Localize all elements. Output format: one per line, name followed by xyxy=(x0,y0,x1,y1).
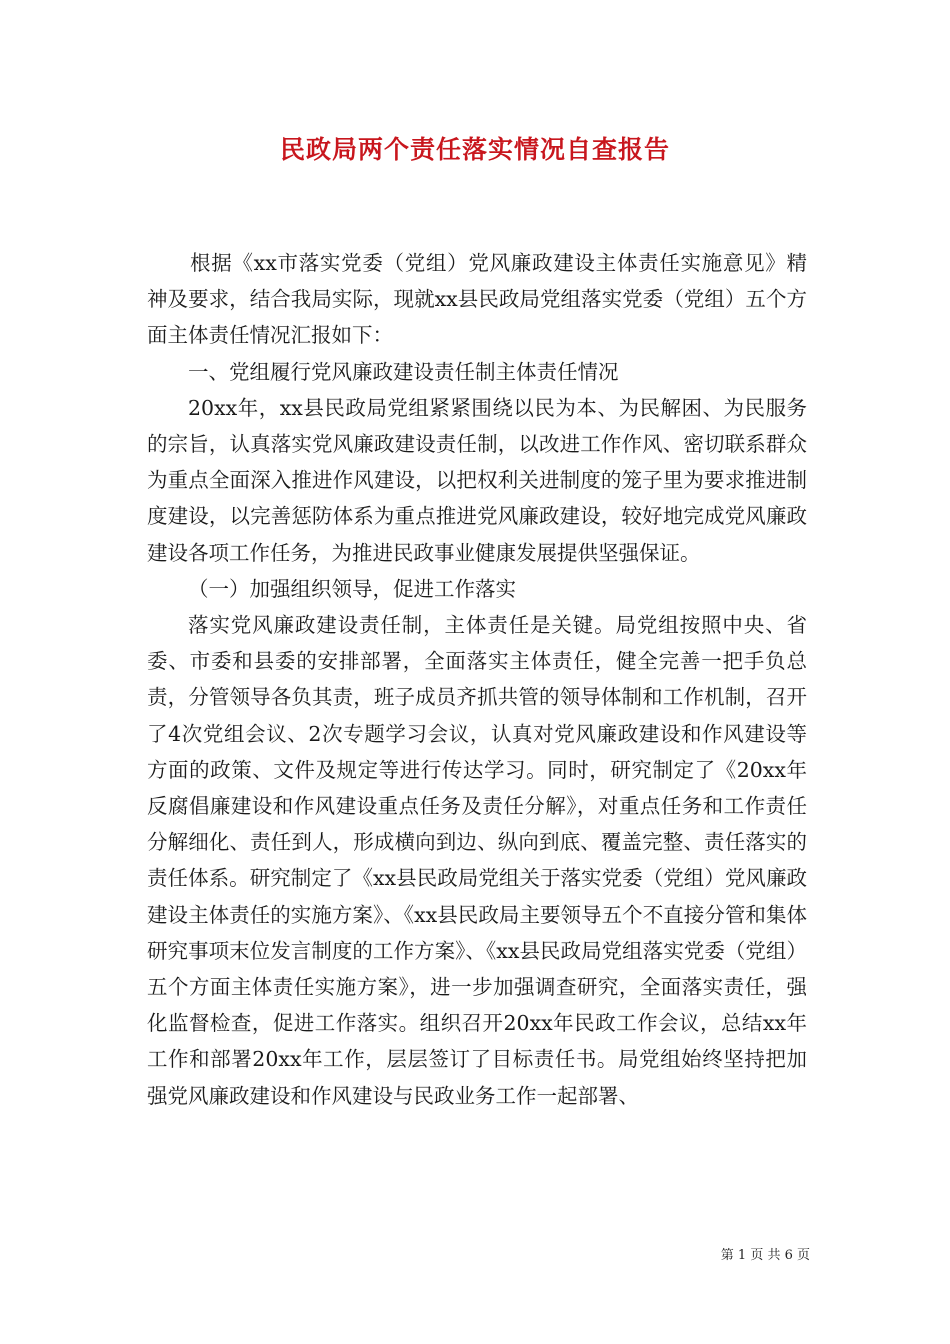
subsection-heading-1: （一）加强组织领导，促进工作落实 xyxy=(188,576,516,601)
intro-paragraph: 根据《xx市落实党委（党组）党风廉政建设主体责任实施意见》精神及要求，结合我局实际，现就xx县民政局党组落实党委（党组）五个方面主体责任情况汇报如下： xyxy=(147,251,807,348)
section-1-paragraph: 20xx年，xx县民政局党组紧紧围绕以民为本、为民解困、为民服务的宗旨，认真落实党风廉政建设责任制，以改进工作作风、密切联系群众为重点全面深入推进作风建设，以把权利关进制度的笼子里为要求推进制度建设，以完善惩防体系为重点推进党风廉政建设，较好地完成党风廉政建设各项工作任务，为推进民政事业健康发展提供坚强保证。 xyxy=(147,395,807,565)
document-title: 民政局两个责任落实情况自查报告 xyxy=(279,135,670,164)
subsection-1-paragraph: 落实党风廉政建设责任制，主体责任是关键。局党组按照中央、省委、市委和县委的安排部署，全面落实主体责任，健全完善一把手负总责，分管领导各负其责，班子成员齐抓共管的领导体制和工作机制，召开了4次党组会议、2次专题学习会议，认真对党风廉政建设和作风建设等方面的政策、文件及规定等进行传达学习。同时，研究制定了《20xx年反腐倡廉建设和作风建设重点任务及责任分解》，对重点任务和工作责任分解细化、责任到人，形成横向到边、纵向到底、覆盖完整、责任落实的责任体系。研究制定了《xx县民政局党组关于落实党委（党组）党风廉政建设主体责任的实施方案》、《xx县民政局主要领导五个不直接分管和集体研究事项末位发言制度的工作方案》、《xx县民政局党组落实党委（党组）五个方面主体责任实施方案》，进一步加强调查研究，全面落实责任，强化监督检查，促进工作落实。组织召开20xx年民政工作会议，总结xx年工作和部署20xx年工作，层层签订了目标责任书。局党组始终坚持把加强党风廉政建设和作风建设与民政业务工作一起部署、 xyxy=(147,613,807,1108)
section-heading-1: 一、党组履行党风廉政建设责任制主体责任情况 xyxy=(188,359,619,384)
page-number-footer: 第 1 页 共 6 页 xyxy=(720,1248,810,1263)
document-body xyxy=(147,245,807,1114)
